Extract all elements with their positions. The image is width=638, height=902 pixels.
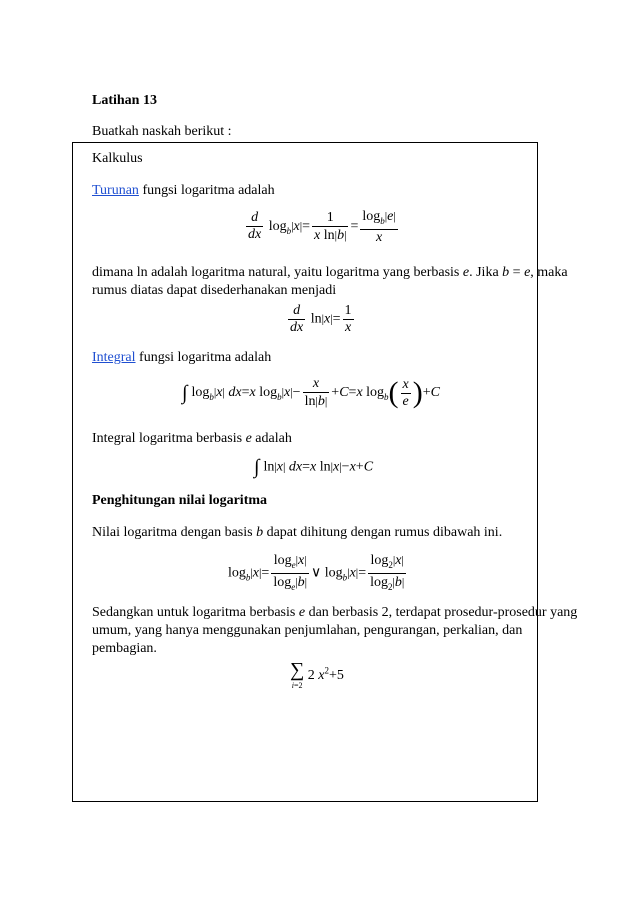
integral-link[interactable]: Integral [92, 350, 136, 365]
paragraph-ln: dimana ln adalah logaritma natural, yaitu logaritma yang berbasis e. Jika b = e, maka rumus diatas dapat disederhanakan menjadi [92, 265, 568, 298]
formula-derivative-log: $\frac{d}{dx}$ $\log_b|x|=$ $\frac{1}{\text{x ln|b|}}$ = $\frac{\log_b|e|}{x}$ [248, 209, 396, 245]
section-heading: Penghitungan nilai logaritma [92, 493, 268, 508]
formula-integral-ln: ∫ ln|x| dx=x ln|x|−x+C [254, 456, 374, 478]
paragraph-procedures: Sedangkan untuk logaritma berbasis e dan berbasis 2, terdapat prosedur-prosedur yang umum, yang hanya menggunakan penjumlahan, pengurangan, perkalian, dan pembagian. [92, 605, 578, 656]
integral-base-e-text: Integral logaritma berbasis e adalah [92, 431, 292, 446]
formula-integral-log: ∫ $\log_b|x|$ dx=x $\log_b|x|-$ $\frac{x}{\ln|b|}$ +C=x $\log_b$( $\frac{x}{e}$ )+C [182, 376, 441, 409]
formula-change-of-base: $\log_b|x|=$ $\frac{\log_e|x|}{\log_e|b|}$ ∨ $\log_b|x|=$ $\frac{\log_2|x|}{\log_2|b|}$ [228, 553, 405, 592]
derivative-intro-text: fungsi logaritma adalah [138, 183, 275, 198]
integral-intro [92, 349, 271, 367]
instruction-text: Buatkah naskah berikut : [92, 124, 232, 139]
paragraph-base: Nilai logaritma dengan basis b dapat dihitung dengan rumus dibawah ini. [92, 525, 503, 540]
page-title: Latihan 13 [92, 93, 157, 108]
content-heading: Kalkulus [92, 151, 143, 166]
formula-derivative-ln: $\frac{d}{dx}$ ln|x|= $\frac{1}{x}$ [290, 303, 352, 335]
formula-sum: ∑ i=2 2 $x^2+5$ [290, 659, 344, 690]
derivative-intro [92, 182, 275, 200]
integral-intro-text: fungsi logaritma adalah [135, 350, 272, 365]
turunan-link[interactable]: Turunan [92, 183, 139, 198]
